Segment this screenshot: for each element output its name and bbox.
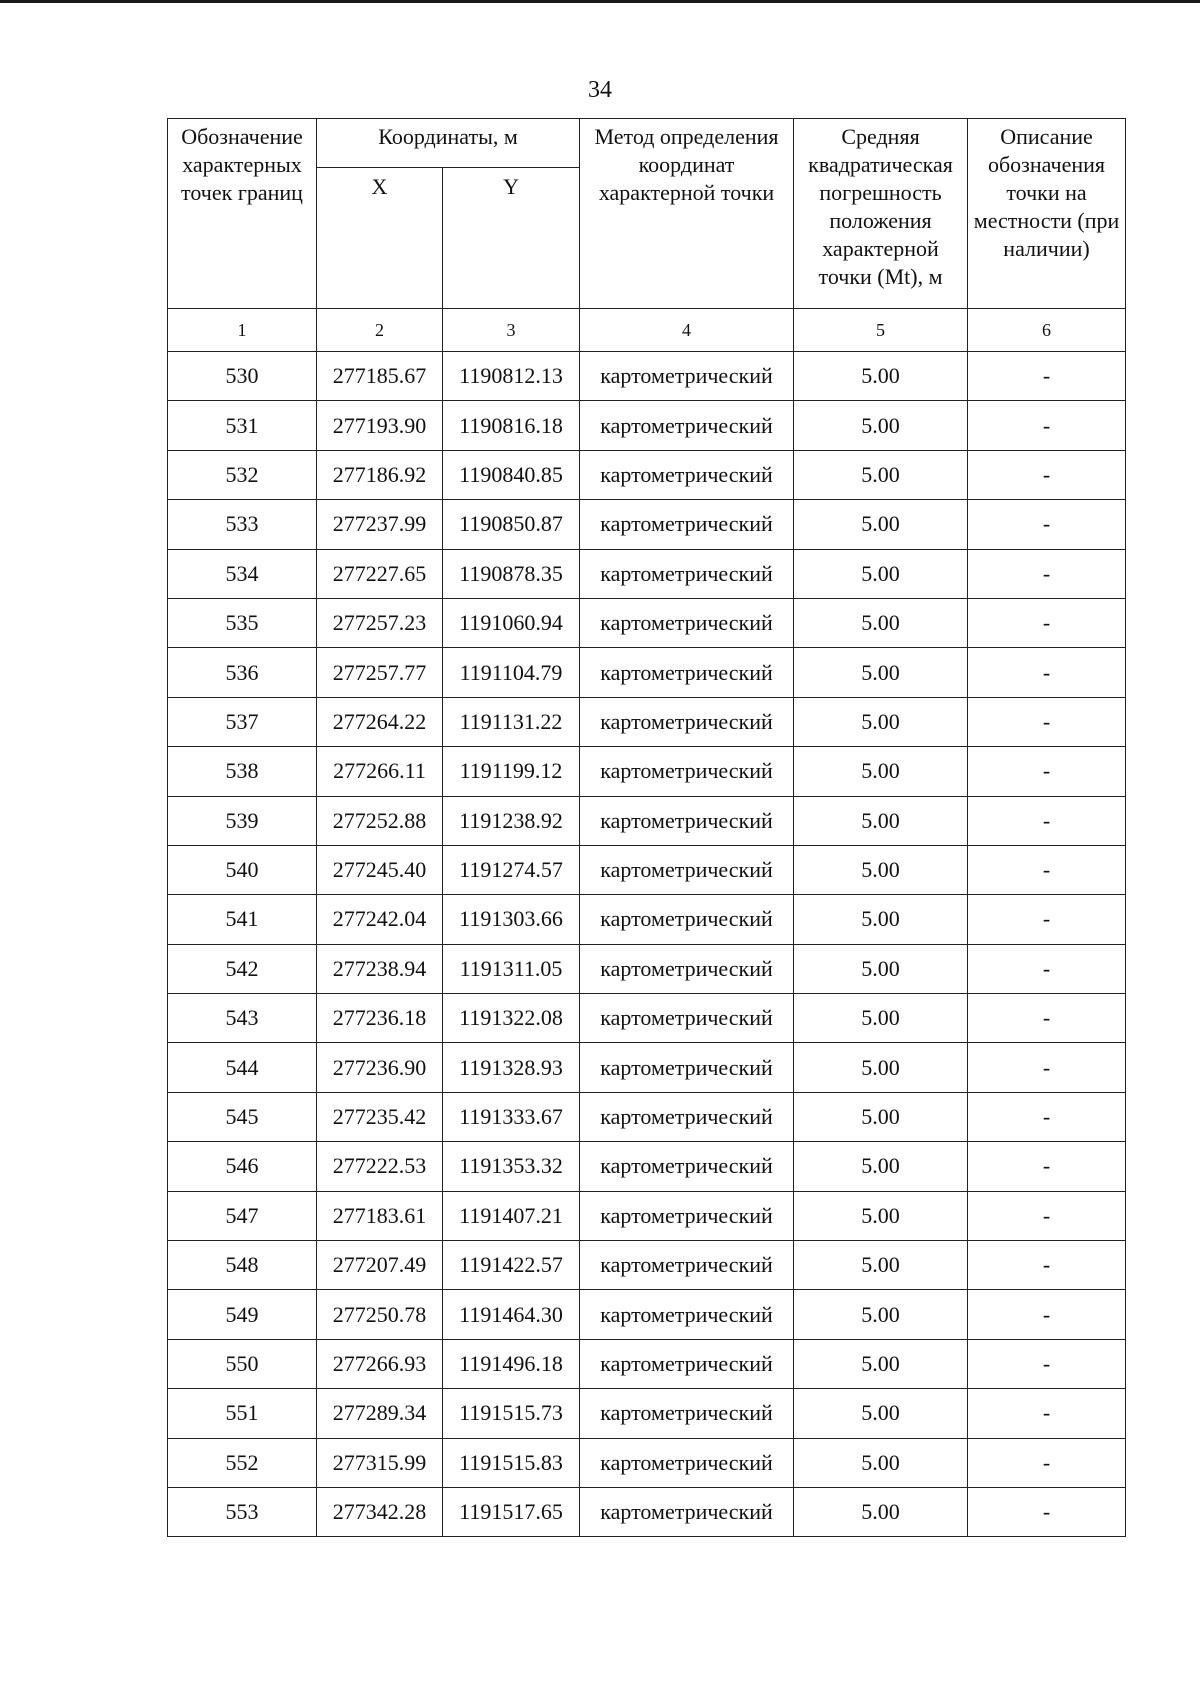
table-row	[168, 747, 1126, 796]
cell-error: 5.00	[794, 598, 968, 647]
cell-method: картометрический	[580, 747, 794, 796]
cell-error: 5.00	[794, 549, 968, 598]
cell-error: 5.00	[794, 1339, 968, 1388]
cell-description: -	[968, 500, 1126, 549]
table-row	[168, 1043, 1126, 1092]
cell-y: 1191515.83	[443, 1438, 580, 1487]
cell-method: картометрический	[580, 895, 794, 944]
cell-y: 1191199.12	[443, 747, 580, 796]
cell-x: 277236.18	[317, 994, 443, 1043]
cell-point: 545	[168, 1092, 317, 1141]
header-y: Y	[443, 168, 580, 309]
cell-method: картометрический	[580, 598, 794, 647]
cell-description: -	[968, 1339, 1126, 1388]
cell-y: 1191322.08	[443, 994, 580, 1043]
cell-y: 1191328.93	[443, 1043, 580, 1092]
cell-x: 277238.94	[317, 944, 443, 993]
cell-x: 277266.11	[317, 747, 443, 796]
cell-error: 5.00	[794, 401, 968, 450]
table-row	[168, 450, 1126, 499]
cell-method: картометрический	[580, 1191, 794, 1240]
cell-point: 534	[168, 549, 317, 598]
cell-error: 5.00	[794, 944, 968, 993]
cell-y: 1191311.05	[443, 944, 580, 993]
cell-y: 1190812.13	[443, 352, 580, 401]
table-row	[168, 401, 1126, 450]
cell-description: -	[968, 598, 1126, 647]
cell-y: 1191303.66	[443, 895, 580, 944]
table-row	[168, 549, 1126, 598]
cell-point: 551	[168, 1389, 317, 1438]
cell-error: 5.00	[794, 1389, 968, 1438]
cell-description: -	[968, 1191, 1126, 1240]
boundary-points-table	[167, 118, 1126, 1537]
cell-point: 546	[168, 1142, 317, 1191]
cell-error: 5.00	[794, 845, 968, 894]
cell-y: 1191515.73	[443, 1389, 580, 1438]
cell-error: 5.00	[794, 994, 968, 1043]
cell-method: картометрический	[580, 648, 794, 697]
cell-error: 5.00	[794, 697, 968, 746]
cell-method: картометрический	[580, 500, 794, 549]
cell-x: 277245.40	[317, 845, 443, 894]
cell-error: 5.00	[794, 1241, 968, 1290]
cell-description: -	[968, 1290, 1126, 1339]
cell-x: 277252.88	[317, 796, 443, 845]
cell-x: 277342.28	[317, 1487, 443, 1536]
cell-description: -	[968, 1142, 1126, 1191]
cell-method: картометрический	[580, 697, 794, 746]
cell-point: 541	[168, 895, 317, 944]
cell-error: 5.00	[794, 648, 968, 697]
cell-method: картометрический	[580, 1438, 794, 1487]
table-row	[168, 994, 1126, 1043]
header-row-top	[168, 119, 1126, 168]
table-row	[168, 1241, 1126, 1290]
cell-point: 544	[168, 1043, 317, 1092]
cell-method: картометрический	[580, 450, 794, 499]
table-row	[168, 697, 1126, 746]
cell-error: 5.00	[794, 1092, 968, 1141]
cell-method: картометрический	[580, 1389, 794, 1438]
cell-x: 277227.65	[317, 549, 443, 598]
cell-description: -	[968, 401, 1126, 450]
cell-method: картометрический	[580, 845, 794, 894]
cell-description: -	[968, 895, 1126, 944]
cell-error: 5.00	[794, 1290, 968, 1339]
cell-point: 539	[168, 796, 317, 845]
cell-x: 277266.93	[317, 1339, 443, 1388]
cell-x: 277222.53	[317, 1142, 443, 1191]
cell-y: 1191422.57	[443, 1241, 580, 1290]
cell-x: 277315.99	[317, 1438, 443, 1487]
cell-point: 538	[168, 747, 317, 796]
table-row	[168, 352, 1126, 401]
column-number-row	[168, 309, 1126, 352]
header-description: Описание обозначения точки на местности (при наличии)	[968, 119, 1126, 309]
column-number: 5	[794, 309, 968, 352]
cell-x: 277237.99	[317, 500, 443, 549]
cell-point: 536	[168, 648, 317, 697]
cell-error: 5.00	[794, 747, 968, 796]
table-body	[168, 352, 1126, 1537]
cell-method: картометрический	[580, 1339, 794, 1388]
cell-point: 540	[168, 845, 317, 894]
cell-error: 5.00	[794, 1191, 968, 1240]
header-point-designation: Обозначение характерных точек границ	[168, 119, 317, 309]
cell-x: 277257.23	[317, 598, 443, 647]
cell-method: картометрический	[580, 1092, 794, 1141]
cell-x: 277289.34	[317, 1389, 443, 1438]
table-row	[168, 1339, 1126, 1388]
cell-y: 1191238.92	[443, 796, 580, 845]
header-x: X	[317, 168, 443, 309]
table-row	[168, 796, 1126, 845]
cell-method: картометрический	[580, 944, 794, 993]
cell-point: 547	[168, 1191, 317, 1240]
cell-x: 277186.92	[317, 450, 443, 499]
cell-error: 5.00	[794, 1142, 968, 1191]
cell-error: 5.00	[794, 1438, 968, 1487]
table-row	[168, 1191, 1126, 1240]
cell-description: -	[968, 1092, 1126, 1141]
table-row	[168, 845, 1126, 894]
cell-x: 277236.90	[317, 1043, 443, 1092]
cell-error: 5.00	[794, 796, 968, 845]
cell-point: 531	[168, 401, 317, 450]
cell-method: картометрический	[580, 549, 794, 598]
cell-method: картометрический	[580, 401, 794, 450]
cell-description: -	[968, 747, 1126, 796]
cell-description: -	[968, 697, 1126, 746]
cell-x: 277264.22	[317, 697, 443, 746]
column-number: 1	[168, 309, 317, 352]
cell-point: 532	[168, 450, 317, 499]
cell-point: 535	[168, 598, 317, 647]
top-border-line	[0, 0, 1200, 3]
column-number: 3	[443, 309, 580, 352]
table-row	[168, 944, 1126, 993]
cell-x: 277257.77	[317, 648, 443, 697]
cell-method: картометрический	[580, 1487, 794, 1536]
cell-method: картометрический	[580, 1241, 794, 1290]
table-row	[168, 1092, 1126, 1141]
cell-y: 1190878.35	[443, 549, 580, 598]
cell-method: картометрический	[580, 994, 794, 1043]
cell-error: 5.00	[794, 450, 968, 499]
cell-y: 1191104.79	[443, 648, 580, 697]
cell-x: 277250.78	[317, 1290, 443, 1339]
cell-y: 1190816.18	[443, 401, 580, 450]
cell-point: 537	[168, 697, 317, 746]
cell-x: 277183.61	[317, 1191, 443, 1240]
cell-point: 533	[168, 500, 317, 549]
cell-description: -	[968, 352, 1126, 401]
cell-y: 1191060.94	[443, 598, 580, 647]
table-row	[168, 1142, 1126, 1191]
cell-description: -	[968, 1438, 1126, 1487]
table-row	[168, 895, 1126, 944]
cell-point: 550	[168, 1339, 317, 1388]
page-number: 34	[588, 77, 612, 103]
cell-description: -	[968, 450, 1126, 499]
cell-point: 553	[168, 1487, 317, 1536]
cell-x: 277207.49	[317, 1241, 443, 1290]
cell-point: 542	[168, 944, 317, 993]
cell-method: картометрический	[580, 352, 794, 401]
cell-y: 1190840.85	[443, 450, 580, 499]
cell-y: 1191353.32	[443, 1142, 580, 1191]
table-row	[168, 1487, 1126, 1536]
cell-description: -	[968, 1043, 1126, 1092]
cell-method: картометрический	[580, 1142, 794, 1191]
cell-y: 1191496.18	[443, 1339, 580, 1388]
cell-description: -	[968, 796, 1126, 845]
column-number: 6	[968, 309, 1126, 352]
table-row	[168, 500, 1126, 549]
column-number: 4	[580, 309, 794, 352]
cell-description: -	[968, 549, 1126, 598]
table-row	[168, 648, 1126, 697]
cell-error: 5.00	[794, 1487, 968, 1536]
cell-point: 543	[168, 994, 317, 1043]
table-row	[168, 1438, 1126, 1487]
cell-y: 1191407.21	[443, 1191, 580, 1240]
cell-error: 5.00	[794, 1043, 968, 1092]
cell-description: -	[968, 1241, 1126, 1290]
header-coordinates: Координаты, м	[317, 119, 580, 168]
cell-description: -	[968, 648, 1126, 697]
cell-y: 1191333.67	[443, 1092, 580, 1141]
cell-point: 549	[168, 1290, 317, 1339]
cell-y: 1191464.30	[443, 1290, 580, 1339]
cell-method: картометрический	[580, 1290, 794, 1339]
cell-y: 1191274.57	[443, 845, 580, 894]
cell-y: 1191517.65	[443, 1487, 580, 1536]
cell-error: 5.00	[794, 352, 968, 401]
cell-method: картометрический	[580, 796, 794, 845]
cell-error: 5.00	[794, 500, 968, 549]
cell-error: 5.00	[794, 895, 968, 944]
cell-description: -	[968, 1389, 1126, 1438]
cell-point: 530	[168, 352, 317, 401]
table-row	[168, 598, 1126, 647]
table-row	[168, 1389, 1126, 1438]
column-number: 2	[317, 309, 443, 352]
cell-description: -	[968, 944, 1126, 993]
cell-x: 277193.90	[317, 401, 443, 450]
cell-description: -	[968, 1487, 1126, 1536]
cell-method: картометрический	[580, 1043, 794, 1092]
cell-description: -	[968, 994, 1126, 1043]
header-method: Метод определения координат характерной точки	[580, 119, 794, 309]
cell-point: 552	[168, 1438, 317, 1487]
cell-point: 548	[168, 1241, 317, 1290]
cell-y: 1191131.22	[443, 697, 580, 746]
header-error: Средняя квадратическая погрешность положения характерной точки (Mt), м	[794, 119, 968, 309]
cell-description: -	[968, 845, 1126, 894]
table-row	[168, 1290, 1126, 1339]
cell-y: 1190850.87	[443, 500, 580, 549]
cell-x: 277242.04	[317, 895, 443, 944]
cell-x: 277235.42	[317, 1092, 443, 1141]
cell-x: 277185.67	[317, 352, 443, 401]
